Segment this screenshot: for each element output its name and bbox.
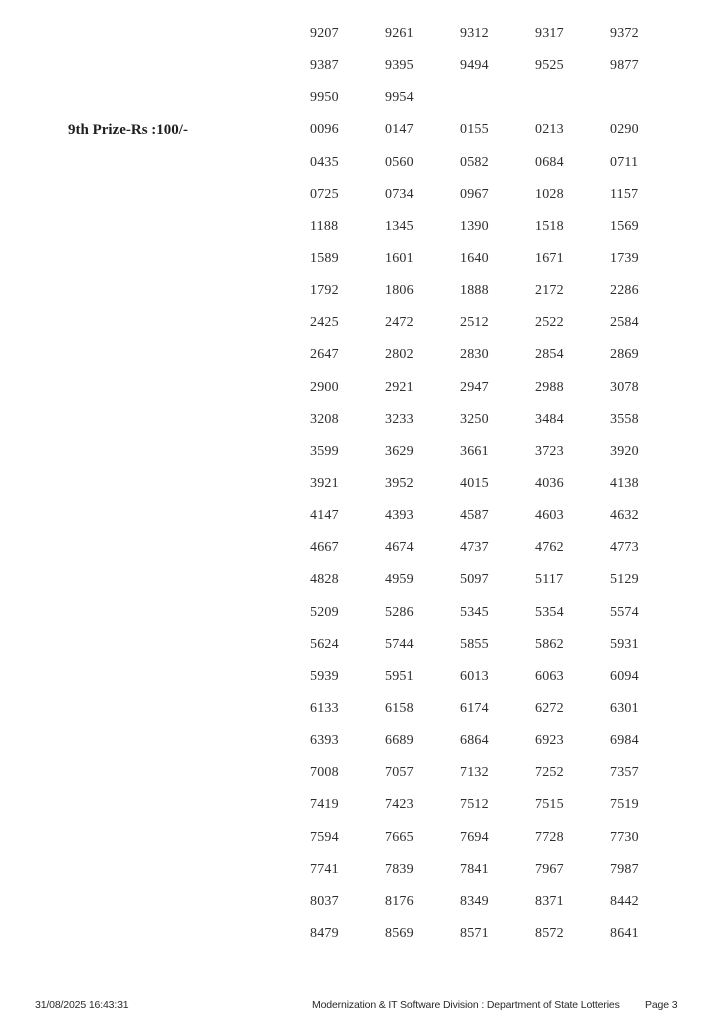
result-row xyxy=(68,597,724,629)
footer-division-text: Modernization & IT Software Division : Department of State Lotteries xyxy=(312,999,620,1011)
prize-number: 7967 xyxy=(535,861,564,877)
result-row xyxy=(68,147,724,179)
prize-number: 5209 xyxy=(310,604,339,620)
prize-number: 6013 xyxy=(460,668,489,684)
prize-number: 0734 xyxy=(385,186,414,202)
prize-number: 9877 xyxy=(610,58,639,74)
prize-number: 9261 xyxy=(385,26,414,42)
prize-number: 2425 xyxy=(310,315,339,331)
prize-number: 5855 xyxy=(460,636,489,652)
prize-number: 9954 xyxy=(385,90,414,106)
prize-number: 0684 xyxy=(535,154,564,170)
prize-number: 9395 xyxy=(385,58,414,74)
prize-number: 2584 xyxy=(610,315,639,331)
prize-number: 4737 xyxy=(460,540,489,556)
prize-number: 0560 xyxy=(385,154,414,170)
prize-number: 1601 xyxy=(385,251,414,267)
prize-number: 6864 xyxy=(460,733,489,749)
prize-number: 4587 xyxy=(460,508,489,524)
prize-number: 9387 xyxy=(310,58,339,74)
result-row xyxy=(68,243,724,275)
prize-number: 8176 xyxy=(385,893,414,909)
prize-number: 7839 xyxy=(385,861,414,877)
prize-number: 3250 xyxy=(460,411,489,427)
prize-tier-label: 9th Prize-Rs :100/- xyxy=(68,121,188,138)
prize-number: 4147 xyxy=(310,508,339,524)
prize-number: 3233 xyxy=(385,411,414,427)
result-row xyxy=(68,629,724,661)
prize-number: 6133 xyxy=(310,701,339,717)
prize-number: 2522 xyxy=(535,315,564,331)
prize-number: 8572 xyxy=(535,926,564,941)
result-row xyxy=(68,532,724,564)
prize-number: 5129 xyxy=(610,572,639,588)
prize-number: 0725 xyxy=(310,186,339,202)
prize-number: 0435 xyxy=(310,154,339,170)
prize-number: 3921 xyxy=(310,476,339,492)
result-row xyxy=(68,18,724,50)
prize-number: 1518 xyxy=(535,218,564,234)
prize-number: 3661 xyxy=(460,443,489,459)
prize-number: 9372 xyxy=(610,26,639,42)
prize-number: 3078 xyxy=(610,379,639,395)
result-row xyxy=(68,468,724,500)
prize-number: 1739 xyxy=(610,251,639,267)
prize-number: 1390 xyxy=(460,218,489,234)
result-row xyxy=(68,50,724,82)
prize-number: 7132 xyxy=(460,765,489,781)
result-row xyxy=(68,822,724,854)
footer-datetime: 31/08/2025 16:43:31 xyxy=(35,999,129,1011)
result-row xyxy=(68,114,724,146)
page-footer xyxy=(0,999,724,1013)
prize-number: 7423 xyxy=(385,797,414,813)
prize-number: 7730 xyxy=(610,829,639,845)
result-row xyxy=(68,211,724,243)
result-row xyxy=(68,725,724,757)
prize-number: 2830 xyxy=(460,347,489,363)
prize-number: 8569 xyxy=(385,926,414,941)
prize-number: 7987 xyxy=(610,861,639,877)
prize-number: 5117 xyxy=(535,572,564,588)
prize-number: 4393 xyxy=(385,508,414,524)
prize-number: 1671 xyxy=(535,251,564,267)
result-row xyxy=(68,789,724,821)
prize-number: 5951 xyxy=(385,668,414,684)
prize-number: 4138 xyxy=(610,476,639,492)
prize-number: 2172 xyxy=(535,283,564,299)
result-row xyxy=(68,854,724,886)
prize-number: 4773 xyxy=(610,540,639,556)
prize-number: 4762 xyxy=(535,540,564,556)
prize-number: 5931 xyxy=(610,636,639,652)
prize-number: 4036 xyxy=(535,476,564,492)
prize-number: 5286 xyxy=(385,604,414,620)
prize-number: 2802 xyxy=(385,347,414,363)
prize-number: 1806 xyxy=(385,283,414,299)
prize-number: 0290 xyxy=(610,122,639,138)
prize-number: 3952 xyxy=(385,476,414,492)
prize-number: 8037 xyxy=(310,893,339,909)
prize-number: 3484 xyxy=(535,411,564,427)
prize-number: 8371 xyxy=(535,893,564,909)
prize-number: 2286 xyxy=(610,283,639,299)
prize-number: 6063 xyxy=(535,668,564,684)
prize-number: 2854 xyxy=(535,347,564,363)
prize-number: 2869 xyxy=(610,347,639,363)
footer-page-number: Page 3 xyxy=(645,999,678,1011)
result-row xyxy=(68,886,724,918)
prize-number: 9312 xyxy=(460,26,489,42)
prize-number: 4959 xyxy=(385,572,414,588)
prize-number: 9207 xyxy=(310,26,339,42)
result-row xyxy=(68,693,724,725)
prize-number: 0147 xyxy=(385,122,414,138)
prize-number: 7512 xyxy=(460,797,489,813)
result-row xyxy=(68,661,724,693)
prize-number: 9317 xyxy=(535,26,564,42)
prize-number: 9950 xyxy=(310,90,339,106)
prize-number: 8641 xyxy=(610,926,639,941)
prize-number: 3599 xyxy=(310,443,339,459)
prize-number: 5354 xyxy=(535,604,564,620)
prize-number: 0711 xyxy=(610,154,639,170)
prize-number: 8442 xyxy=(610,893,639,909)
prize-number: 8571 xyxy=(460,926,489,941)
prize-number: 7357 xyxy=(610,765,639,781)
prize-number: 4632 xyxy=(610,508,639,524)
result-row xyxy=(68,404,724,436)
prize-number: 6174 xyxy=(460,701,489,717)
prize-number: 1792 xyxy=(310,283,339,299)
prize-number: 1345 xyxy=(385,218,414,234)
prize-number: 7515 xyxy=(535,797,564,813)
prize-number: 7519 xyxy=(610,797,639,813)
prize-number: 4828 xyxy=(310,572,339,588)
prize-number: 7728 xyxy=(535,829,564,845)
prize-number: 6158 xyxy=(385,701,414,717)
result-row xyxy=(68,275,724,307)
prize-number: 3723 xyxy=(535,443,564,459)
prize-number: 1589 xyxy=(310,251,339,267)
prize-number: 5862 xyxy=(535,636,564,652)
prize-number: 1888 xyxy=(460,283,489,299)
prize-number: 6984 xyxy=(610,733,639,749)
result-row xyxy=(68,339,724,371)
result-row xyxy=(68,307,724,339)
prize-number: 5097 xyxy=(460,572,489,588)
prize-number: 3629 xyxy=(385,443,414,459)
prize-number: 7252 xyxy=(535,765,564,781)
prize-number: 7694 xyxy=(460,829,489,845)
prize-number: 6393 xyxy=(310,733,339,749)
prize-number: 0582 xyxy=(460,154,489,170)
prize-number: 7008 xyxy=(310,765,339,781)
prize-number: 3208 xyxy=(310,411,339,427)
prize-number: 1188 xyxy=(310,218,339,234)
result-row xyxy=(68,918,724,950)
prize-number: 2988 xyxy=(535,379,564,395)
prize-number: 0213 xyxy=(535,122,564,138)
prize-number: 7841 xyxy=(460,861,489,877)
prize-number: 7419 xyxy=(310,797,339,813)
prize-number: 9494 xyxy=(460,58,489,74)
result-row xyxy=(68,179,724,211)
prize-number: 5345 xyxy=(460,604,489,620)
prize-number: 6094 xyxy=(610,668,639,684)
prize-number: 2921 xyxy=(385,379,414,395)
prize-number: 6272 xyxy=(535,701,564,717)
prize-number: 4667 xyxy=(310,540,339,556)
prize-number: 3920 xyxy=(610,443,639,459)
prize-number: 1157 xyxy=(610,186,639,202)
prize-number: 7665 xyxy=(385,829,414,845)
prize-number: 4603 xyxy=(535,508,564,524)
prize-number: 7741 xyxy=(310,861,339,877)
prize-number: 2647 xyxy=(310,347,339,363)
prize-number: 6689 xyxy=(385,733,414,749)
prize-number: 4674 xyxy=(385,540,414,556)
prize-number: 1640 xyxy=(460,251,489,267)
prize-number: 2900 xyxy=(310,379,339,395)
prize-number: 8349 xyxy=(460,893,489,909)
prize-number: 0096 xyxy=(310,122,339,138)
prize-number: 1028 xyxy=(535,186,564,202)
result-row xyxy=(68,500,724,532)
result-row xyxy=(68,372,724,404)
prize-number: 7594 xyxy=(310,829,339,845)
prize-number: 2512 xyxy=(460,315,489,331)
prize-number: 5574 xyxy=(610,604,639,620)
prize-results-grid xyxy=(0,18,724,950)
prize-number: 5939 xyxy=(310,668,339,684)
prize-number: 0967 xyxy=(460,186,489,202)
result-row xyxy=(68,82,724,114)
prize-number: 1569 xyxy=(610,218,639,234)
prize-number: 6923 xyxy=(535,733,564,749)
prize-number: 2947 xyxy=(460,379,489,395)
result-row xyxy=(68,564,724,596)
prize-number: 2472 xyxy=(385,315,414,331)
prize-number: 5624 xyxy=(310,636,339,652)
prize-number: 8479 xyxy=(310,926,339,941)
prize-number: 4015 xyxy=(460,476,489,492)
prize-number: 0155 xyxy=(460,122,489,138)
prize-number: 6301 xyxy=(610,701,639,717)
prize-number: 7057 xyxy=(385,765,414,781)
result-row xyxy=(68,436,724,468)
result-row xyxy=(68,757,724,789)
prize-number: 5744 xyxy=(385,636,414,652)
prize-number: 9525 xyxy=(535,58,564,74)
prize-number: 3558 xyxy=(610,411,639,427)
